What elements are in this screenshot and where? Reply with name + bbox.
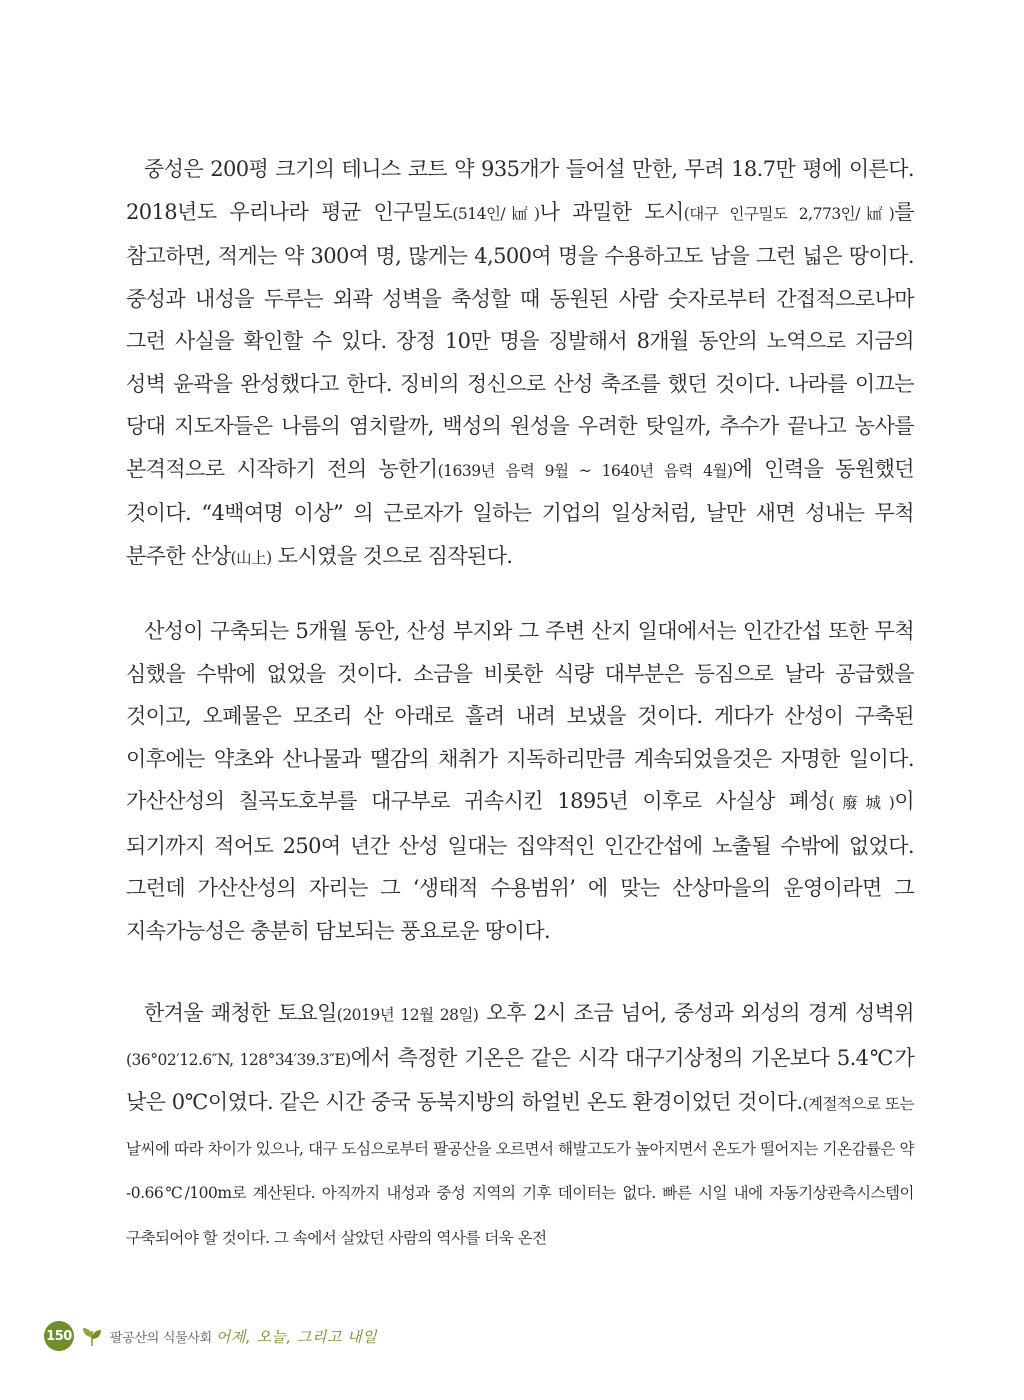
text-run: 중성은 200평 크기의 테니스 코트 약 935개가 들어설 만한, 무려 18.7만 평에 이른다. 2018년도 우리나라 평균 인구밀도 — [126, 157, 914, 224]
text-run: 이 되기까지 적어도 250여 년간 산성 일대는 집약적인 인간간섭에 노출될 수밖에 없었다. 그런데 가산산성의 자리는 그 ‘생태적 수용범위’ 에 맞는 산상마을의 운영이라면 그 지속가능성은 충분히 담보되는 풍요로운 땅이다. — [126, 789, 914, 943]
paragraph-1-text — [126, 148, 914, 579]
text-run: 나 과밀한 도시 — [539, 199, 684, 224]
inline-note: (1639년 음력 9월 ~ 1640년 음력 4월) — [437, 461, 733, 480]
inline-note: (대구 인구밀도 2,773인/㎢) — [683, 204, 895, 223]
inline-note: (山上) — [230, 548, 272, 567]
book-subtitle: 어제, 오늘, 그리고 내일 — [215, 1327, 378, 1346]
paragraph-2 — [126, 610, 914, 952]
text-run: 산성이 구축되는 5개월 동안, 산성 부지와 그 주변 산지 일대에서는 인간간섭 또한 무척 심했을 수밖에 없었을 것이다. 소금을 비롯한 식량 대부분은 등짐으로 날라 공급했을 것이고, 오폐물은 모조리 산 아래로 흘려 내려 보냈을 것이다. 게다가 산성이 구축된 이후에는 약초와 산나물과 땔감의 채취가 지독하리만큼 계속되었을것은 자명한 일이다. 가산산성의 칠곡도호부를 대구부로 귀속시킨 1895년 이후로 사실상 폐성 — [126, 619, 914, 813]
paragraph-3 — [126, 992, 914, 1259]
paragraph-3-text — [126, 992, 914, 1259]
text-run: 오후 2시 조금 넘어, 중성과 외성의 경계 성벽위 — [478, 1001, 914, 1025]
inline-note: (2019년 12월 28일) — [336, 1006, 479, 1024]
inline-note: (계절적으로 또는 날씨에 따라 차이가 있으나, 대구 도심으로부터 팔공산을 오르면서 해발고도가 높아지면서 온도가 떨어지는 기온감률은 약 -0.66℃/100m로 계산된다. 아직까지 내성과 중성 지역의 기후 데이터는 없다. 빠른 시일 내에 자동기상관측시스템이 구축되어야 할 것이다. 그 속에서 살았던 사람의 역사를 더욱 온전 — [126, 1095, 915, 1247]
inline-note: (514인/㎢) — [452, 204, 540, 223]
page-footer — [44, 1320, 377, 1352]
inline-note: (廢城) — [828, 794, 895, 812]
inline-note: (36°02′12.6″N, 128°34′39.3″E) — [126, 1050, 351, 1069]
leaf-icon — [80, 1325, 104, 1347]
text-run: 에 인력을 동원했던 것이다. “4백여명 이상” 의 근로자가 일하는 기업의 일상처럼, 날만 새면 성내는 무척 분주한 산상 — [126, 456, 914, 568]
text-run: 한겨울 쾌청한 토요일 — [144, 1001, 337, 1025]
text-run: 를 참고하면, 적게는 약 300여 명, 많게는 4,500여 명을 수용하고도 남을 그런 넓은 땅이다. 중성과 내성을 두루는 외곽 성벽을 축성할 때 동원된 사람 숫자로부터 간접적으로나마 그런 사실을 확인할 수 있다. 장정 10만 명을 징발해서 8개월 동안의 노역으로 지금의 성벽 윤곽을 완성했다고 한다. 징비의 정신으로 산성 축조를 했던 것이다. 나라를 이끄는 당대 지도자들은 나름의 염치랄까, 백성의 원성을 우려한 탓일까, 추수가 끝나고 농사를 본격적으로 시작하기 전의 농한기 — [126, 199, 914, 481]
paragraph-2-text — [126, 610, 914, 952]
text-run: 에서 측정한 기온은 같은 시각 대구기상청의 기온보다 5.4℃가 낮은 0℃이였다. 같은 시간 중국 동북지방의 하얼빈 온도 환경이었던 것이다. — [126, 1045, 914, 1114]
page-number: 150 — [44, 1321, 74, 1351]
paragraph-1 — [126, 148, 914, 579]
text-run: 도시였을 것으로 짐작된다. — [271, 543, 513, 568]
book-title: 팔공산의 식물사회 — [110, 1330, 212, 1346]
